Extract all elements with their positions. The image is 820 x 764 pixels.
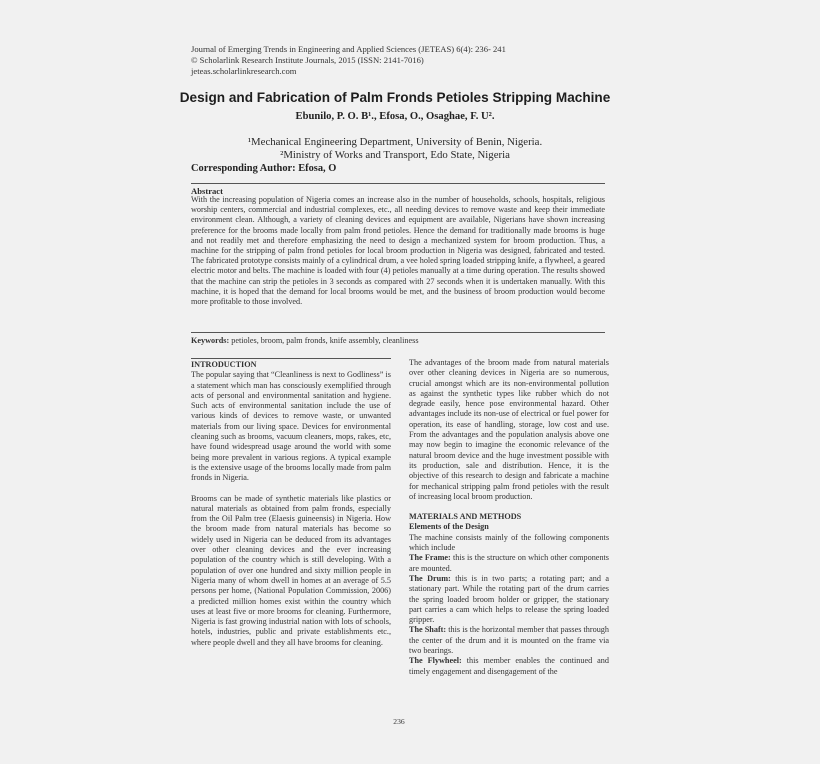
- paper-authors: Ebunilo, P. O. B¹., Efosa, O., Osaghae, F. U².: [295, 111, 495, 122]
- intro-paragraph-1: The popular saying that “Cleanliness is next to Godliness” is a statement which man has consciously exemplified through acts of personal and environmental sanitation and hygiene. Such acts of environmental sanitation include the use of various kinds of devices to remove waste, or unwanted materials from our living space. Devices for environmental cleaning such as brooms, vacuum cleaners, mops, rakes, etc, have found widespread usage around the world with some being more prevalent in various regions. A typical example is the extensive usage of the brooms locally made from palm fronds in Nigeria.: [191, 370, 391, 483]
- design-elements-subheading: Elements of the Design: [409, 522, 489, 532]
- frame-item: [409, 553, 609, 574]
- methods-heading: MATERIALS AND METHODS: [409, 512, 522, 522]
- flywheel-label: The Flywheel:: [409, 656, 462, 666]
- frame-text: this is the structure on which other components are mounted.: [409, 553, 609, 573]
- shaft-item: [409, 625, 609, 656]
- affiliation-1: ¹Mechanical Engineering Department, University of Benin, Nigeria.: [247, 136, 543, 148]
- components-intro: The machine consists mainly of the following components which include: [409, 532, 609, 553]
- drum-text: this is in two parts; a rotating part; and a stationary part. While the rotating part of the drum carries the spring loaded broom holder or gripper, the stationary part carries a cam which helps to release the spring loaded gripper.: [409, 573, 610, 625]
- introduction-heading: INTRODUCTION: [191, 358, 391, 370]
- corresponding-label: Corresponding Author: [191, 163, 293, 174]
- corresponding-name: : Efosa, O: [292, 163, 337, 174]
- abstract-top-rule: [191, 183, 605, 184]
- keywords-line: [191, 336, 605, 346]
- shaft-label: The Shaft:: [409, 625, 447, 635]
- paper-title: Design and Fabrication of Palm Fronds Petioles Stripping Machine: [179, 90, 611, 105]
- journal-copyright: © Scholarlink Research Institute Journals, 2015 (ISSN: 2141-7016): [191, 55, 424, 65]
- flywheel-text: this member enables the continued and timely engagement and disengagement of the: [409, 656, 609, 676]
- corresponding-author: [191, 163, 336, 174]
- abstract-heading: Abstract: [191, 186, 223, 196]
- page-number: 236: [393, 717, 405, 726]
- shaft-text: this is the horizontal member that passes through the center of the drum and it is mounted on the frame via two bearings.: [409, 625, 609, 656]
- journal-website: jeteas.scholarlinkresearch.com: [191, 66, 297, 76]
- journal-citation: Journal of Emerging Trends in Engineering and Applied Sciences (JETEAS) 6(4): 236- 241: [191, 44, 506, 54]
- right-column: [409, 358, 609, 677]
- keywords-label: Keywords:: [191, 336, 230, 345]
- frame-label: The Frame:: [409, 553, 451, 563]
- advantages-paragraph: The advantages of the broom made from natural materials over other cleaning devices in Nigeria are so numerous, crucial amongst which are its non-environmental pollution as against the synthetic types like rubber which do not degrade easily, hence pose environmental hazard. Other advantages include its non-use of electrical or fuel power for operation, its ease of handling, storage, low cost and use. From the advantages and the population analysis above one may now begin to imagine the economic relevance of the natural broom device and the huge investment possible with its production, sale and distribution. Hence, it is the objective of this research to design and fabricate a machine for mechanical stripping palm frond petioles with the result of increasing local broom production.: [409, 358, 609, 501]
- affiliation-2: ²Ministry of Works and Transport, Edo State, Nigeria: [280, 149, 510, 161]
- abstract-bottom-rule: [191, 332, 605, 333]
- keywords-text: petioles, broom, palm fronds, knife assembly, cleanliness: [229, 336, 419, 345]
- flywheel-item: [409, 656, 609, 677]
- intro-paragraph-2: Brooms can be made of synthetic materials like plastics or natural materials as obtained from palm fronds, especially from the Oil Palm tree (Elaesis guineensis) in Nigeria. How the broom made from natural materials has become so widely used in Nigeria can be deduced from its advantages over other cleaning devices and the ever increasing population of the country which is still developing. With a population of over one hundred and sixty million people in Nigeria many of whom dwell in homes at an average of 5.5 persons per home, (National Population Commission, 2006) a predicted million homes exist within the country which uses at least five or more brooms for cleaning. Furthermore, Nigeria is fast growing industrial nation with lots of schools, hotels, industries, public and private establishments etc., where people dwell and they all have brooms for cleaning.: [191, 493, 391, 647]
- journal-header: [191, 44, 621, 77]
- abstract-body: With the increasing population of Nigeria comes an increase also in the number of households, schools, hospitals, religious worship centers, commercial and industrial complexes, etc., all needing devices to remove waste and keep their immediate environment clean. Although, a variety of cleaning devices and equipment are available, Nigerians have shown increasing preference for the brooms made locally from palm frond petioles. Hence the demand for traditionally made brooms is huge and not readily met and therefore emphasizing the need to design a mechanized system for broom production. Thus, a machine for the stripping of palm frond petioles for local broom production in Nigeria was designed, fabricated and tested. The fabricated prototype consists mainly of a cylindrical drum, a vee holed spring loaded stripping knife, a flywheel, a geared electric motor and belts. The machine is loaded with four (4) petioles manually at a time during operation. The results showed that the machine can strip the petioles in 3 seconds as compared with 27 seconds when it is undertaken manually. With this machine, it is hoped that the demand for local brooms would be met, and the business of broom production would become more profitable to those involved.: [191, 195, 605, 307]
- drum-item: [409, 574, 609, 625]
- left-column: [191, 358, 391, 648]
- drum-label: The Drum:: [409, 573, 451, 583]
